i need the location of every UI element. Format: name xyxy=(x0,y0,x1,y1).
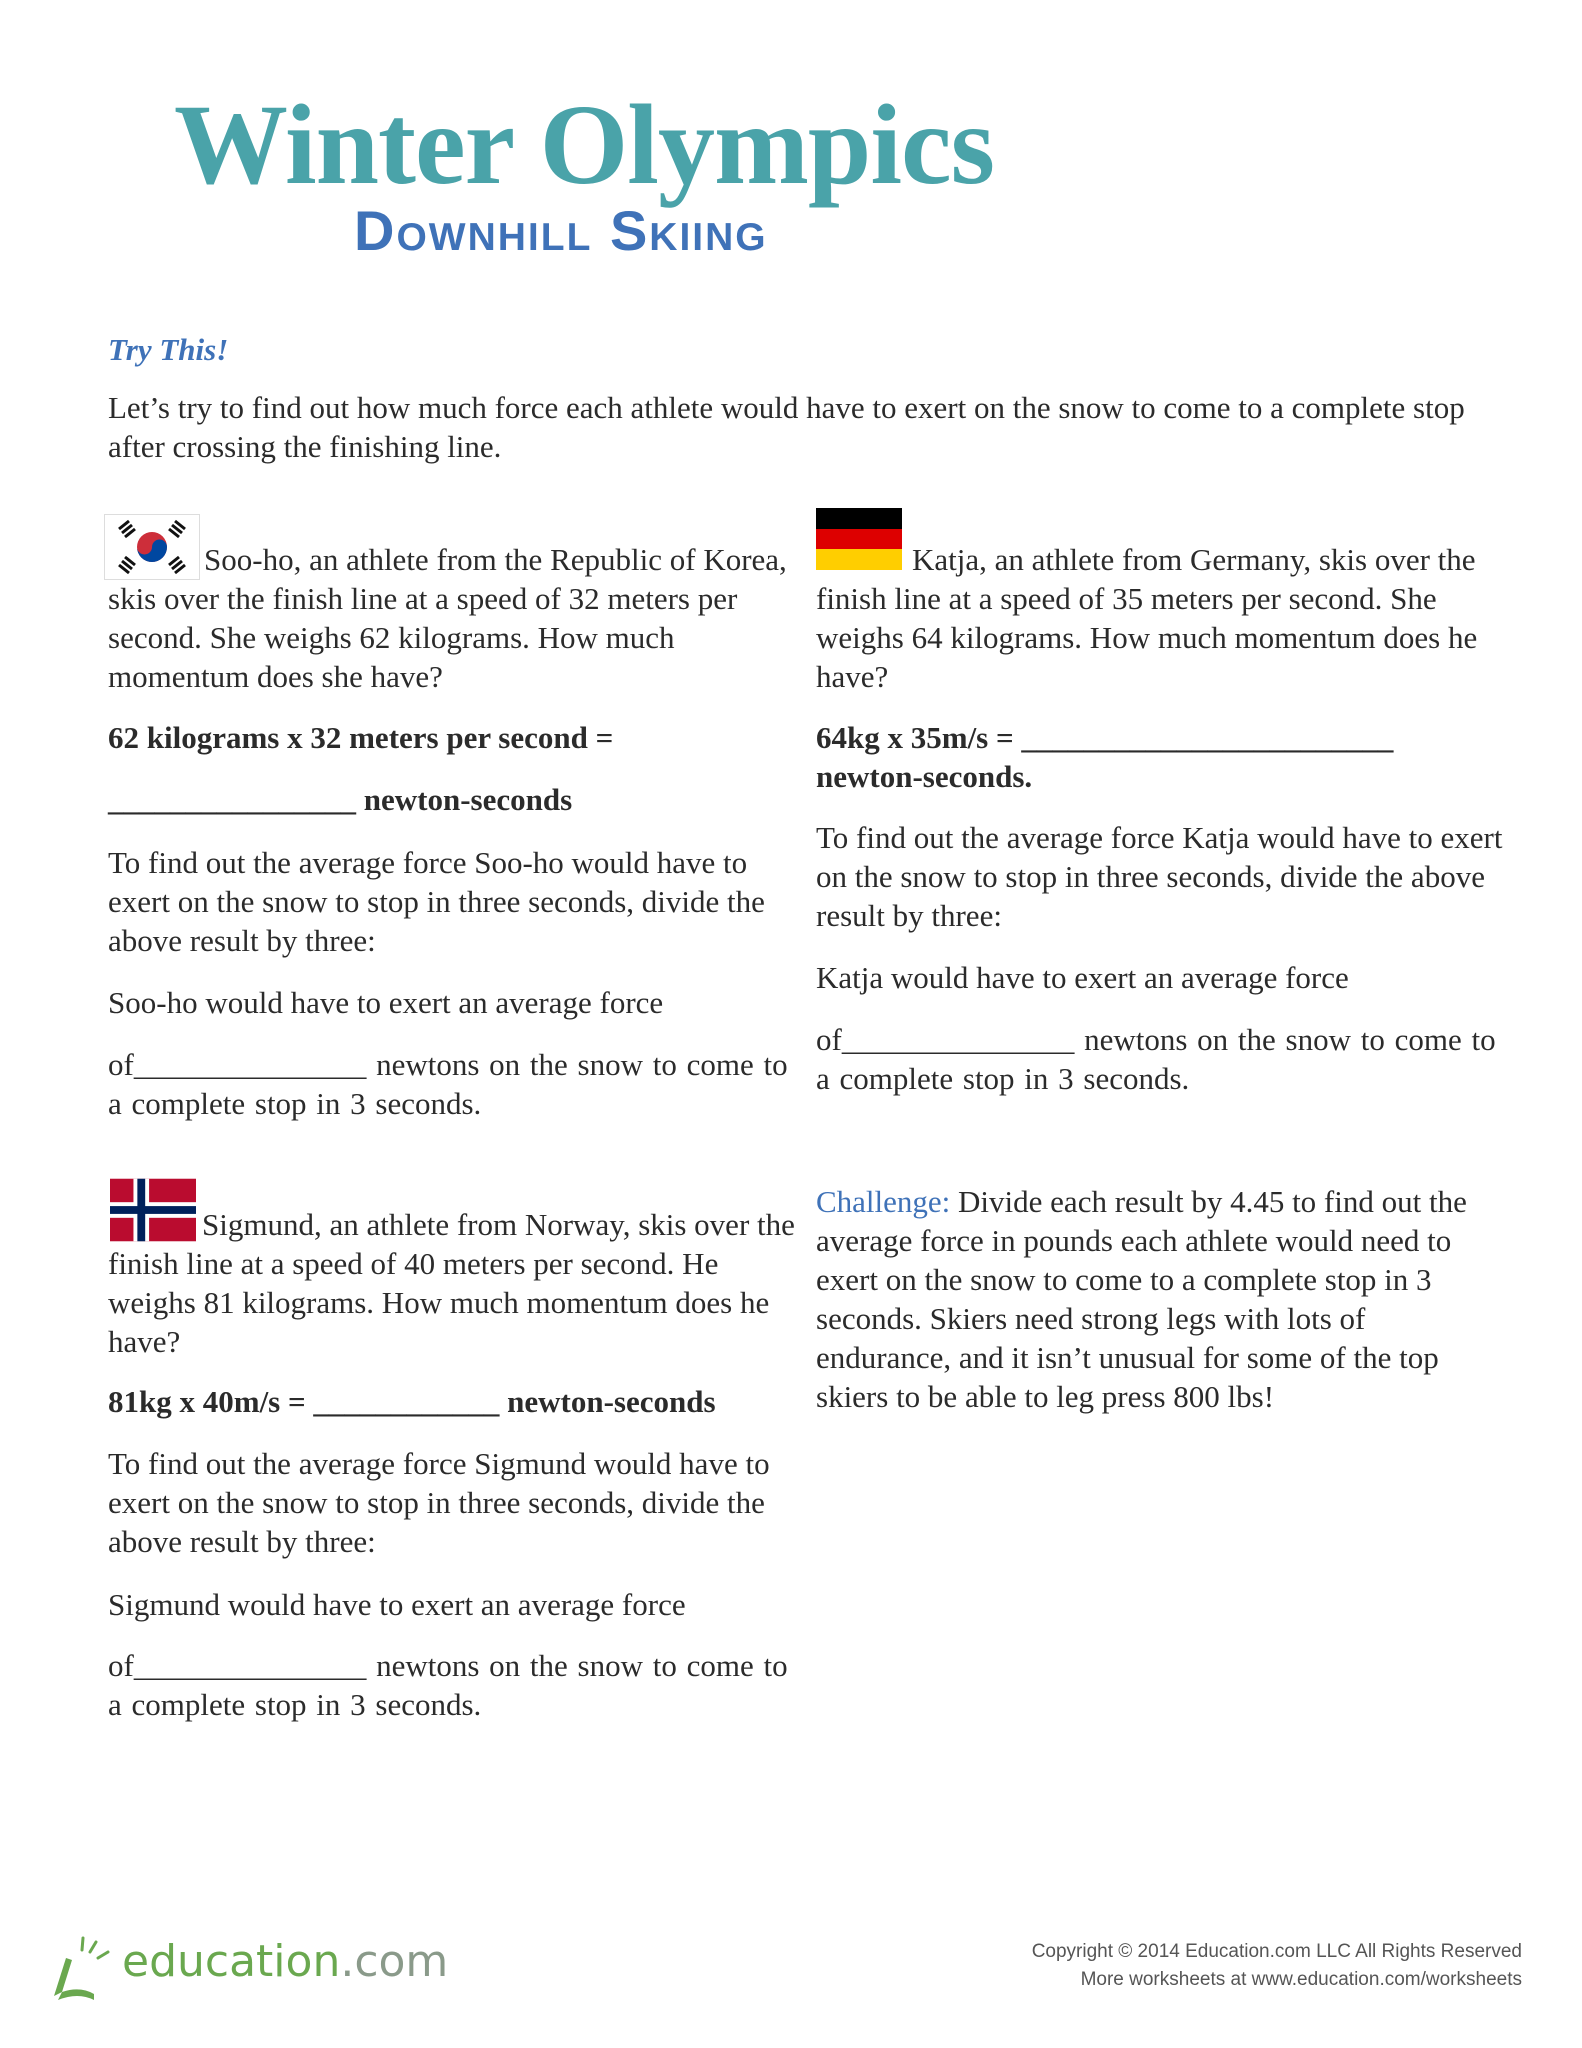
germany-equation: 64kg x 35m/s = ________________________ newton-seconds. xyxy=(816,720,1394,794)
germany-problem: Katja, an athlete from Germany, skis over the finish line at a speed of 35 meters per second. She weighs 64 kilograms. How much momentum does he have? xyxy=(816,542,1478,694)
challenge-label: Challenge: xyxy=(816,1184,951,1219)
page-title: Winter Olympics xyxy=(174,81,994,208)
logo-suffix: .com xyxy=(340,1936,449,1987)
try-this-label: Try This! xyxy=(108,332,229,367)
copyright-text: Copyright © 2014 Education.com LLC All Rights Reserved xyxy=(1031,1941,1522,1962)
norway-force-statement: Sigmund would have to exert an average force xyxy=(108,1587,686,1622)
korea-answer-line: ________________ newton-seconds xyxy=(108,782,573,817)
norway-force-blank: of_______________ newtons on the snow to come to a complete stop in 3 seconds. xyxy=(108,1648,788,1722)
page-subtitle: Downhill Skiing xyxy=(354,199,768,262)
germany-force-statement: Katja would have to exert an average force xyxy=(816,960,1349,995)
germany-force-instruction: To find out the average force Katja would have to exert on the snow to stop in three seconds, divide the above result by three: xyxy=(816,820,1503,933)
norway-force-instruction: To find out the average force Sigmund would have to exert on the snow to stop in three seconds, divide the above result by three: xyxy=(108,1446,770,1559)
education-logo-icon xyxy=(50,1928,130,2008)
challenge-block xyxy=(816,1182,1506,1416)
logo-main: education xyxy=(122,1936,341,1987)
copyright-block xyxy=(1032,1938,1522,1994)
logo-wordmark xyxy=(122,1936,448,1987)
korea-equation: 62 kilograms x 32 meters per second = xyxy=(108,720,614,755)
korea-problem: Soo-ho, an athlete from the Republic of Korea, skis over the finish line at a speed of 32 meters per second. She weighs 62 kilograms. How much momentum does she have? xyxy=(108,542,787,694)
more-worksheets-link[interactable]: More worksheets at www.education.com/worksheets xyxy=(1080,1969,1522,1990)
korea-force-instruction: To find out the average force Soo-ho would have to exert on the snow to stop in three seconds, divide the above result by three: xyxy=(108,845,765,958)
intro-text: Let’s try to find out how much force each athlete would have to exert on the snow to come to a complete stop after crossing the finishing line. xyxy=(108,390,1465,464)
norway-equation: 81kg x 40m/s = ____________ newton-seconds xyxy=(108,1384,716,1419)
challenge-text: Divide each result by 4.45 to find out the average force in pounds each athlete would need to exert on the snow to come to a complete stop in 3 seconds. Skiers need strong legs with lots of endurance, and it isn’t unusual for some of the top skiers to be able to leg press 800 lbs! xyxy=(816,1184,1467,1414)
education-logo[interactable] xyxy=(50,1928,449,2008)
korea-force-blank: of_______________ newtons on the snow to come to a complete stop in 3 seconds. xyxy=(108,1047,788,1121)
korea-force-statement: Soo-ho would have to exert an average force xyxy=(108,985,664,1020)
norway-problem: Sigmund, an athlete from Norway, skis over the finish line at a speed of 40 meters per second. He weighs 81 kilograms. How much momentum does he have? xyxy=(108,1207,795,1359)
germany-force-blank: of_______________ newtons on the snow to come to a complete stop in 3 seconds. xyxy=(816,1022,1496,1096)
